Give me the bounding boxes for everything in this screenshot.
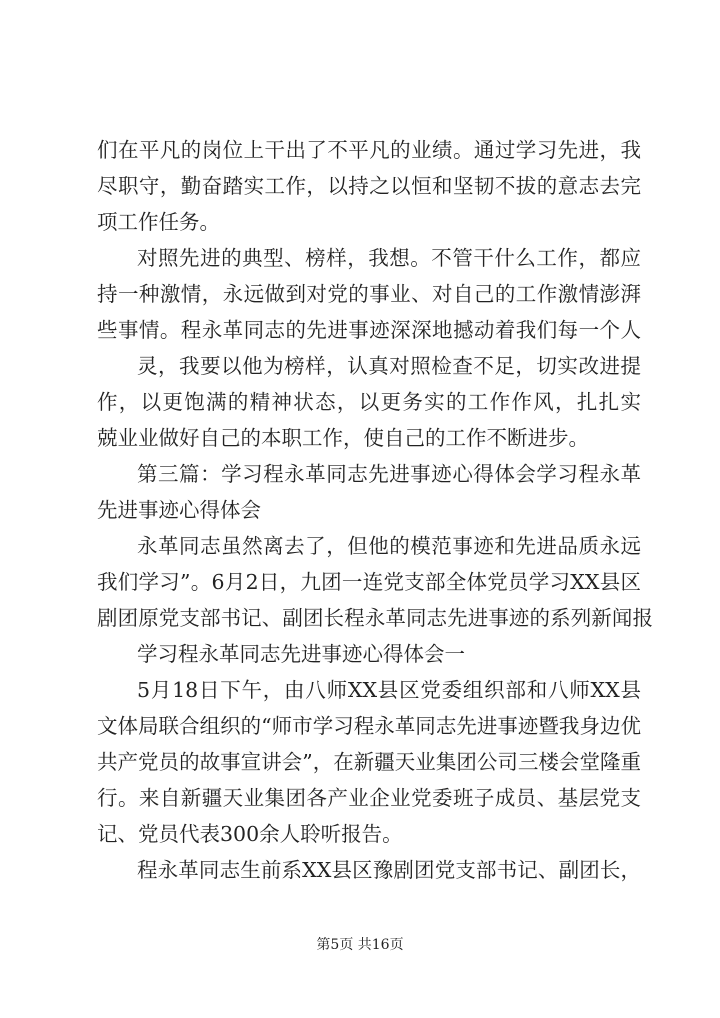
text-line: 行。来自新疆天业集团各产业企业党委班子成员、基层党支 (97, 786, 641, 810)
text-line: 永革同志虽然离去了，但他的模范事迹和先进品质永远 (137, 534, 641, 558)
section-heading: 第三篇：学习程永革同志先进事迹心得体会学习程永革 (137, 462, 641, 486)
text-line: 们在平凡的岗位上干出了不平凡的业绩。通过学习先进，我 (97, 138, 641, 162)
text-line: 兢业业做好自己的本职工作，使自己的工作不断进步。 (97, 426, 589, 450)
text-line: 灵，我要以他为榜样，认真对照检查不足，切实改进提 (137, 354, 641, 378)
subheading: 学习程永革同志先进事迹心得体会一 (137, 642, 465, 666)
text-line: 我们学习”。6月2日，九团一连党支部全体党员学习XX县区 (97, 570, 641, 594)
text-line: 些事情。程永革同志的先进事迹深深地撼动着我们每一个人 (97, 318, 641, 342)
text-line: 剧团原党支部书记、副团长程永革同志先进事迹的系列新闻报 (97, 606, 653, 630)
text-line: 对照先进的典型、榜样，我想。不管干什么工作，都应 (137, 246, 641, 270)
section-heading: 先进事迹心得体会 (97, 498, 261, 522)
text-line: 程永革同志生前系XX县区豫剧团党支部书记、副团长， (137, 858, 641, 882)
text-line: 文体局联合组织的“师市学习程永革同志先进事迹暨我身边优 (97, 714, 641, 738)
text-line: 5月18日下午，由八师XX县区党委组织部和八师XX县 (137, 678, 641, 702)
text-line: 作，以更饱满的精神状态，以更务实的工作作风，扎扎实 (97, 390, 641, 414)
document-body (97, 132, 653, 888)
text-line: 尽职守，勤奋踏实工作，以持之以恒和坚韧不拔的意志去完 (97, 174, 641, 198)
text-line: 持一种激情，永远做到对党的事业、对自己的工作激情澎湃 (97, 282, 641, 306)
text-line: 项工作任务。 (97, 210, 220, 234)
text-line: 记、党员代表300余人聆听报告。 (97, 822, 403, 846)
text-line: 共产党员的故事宣讲会”，在新疆天业集团公司三楼会堂隆重 (97, 750, 641, 774)
page-number: 第5页 共16页 (316, 937, 404, 953)
